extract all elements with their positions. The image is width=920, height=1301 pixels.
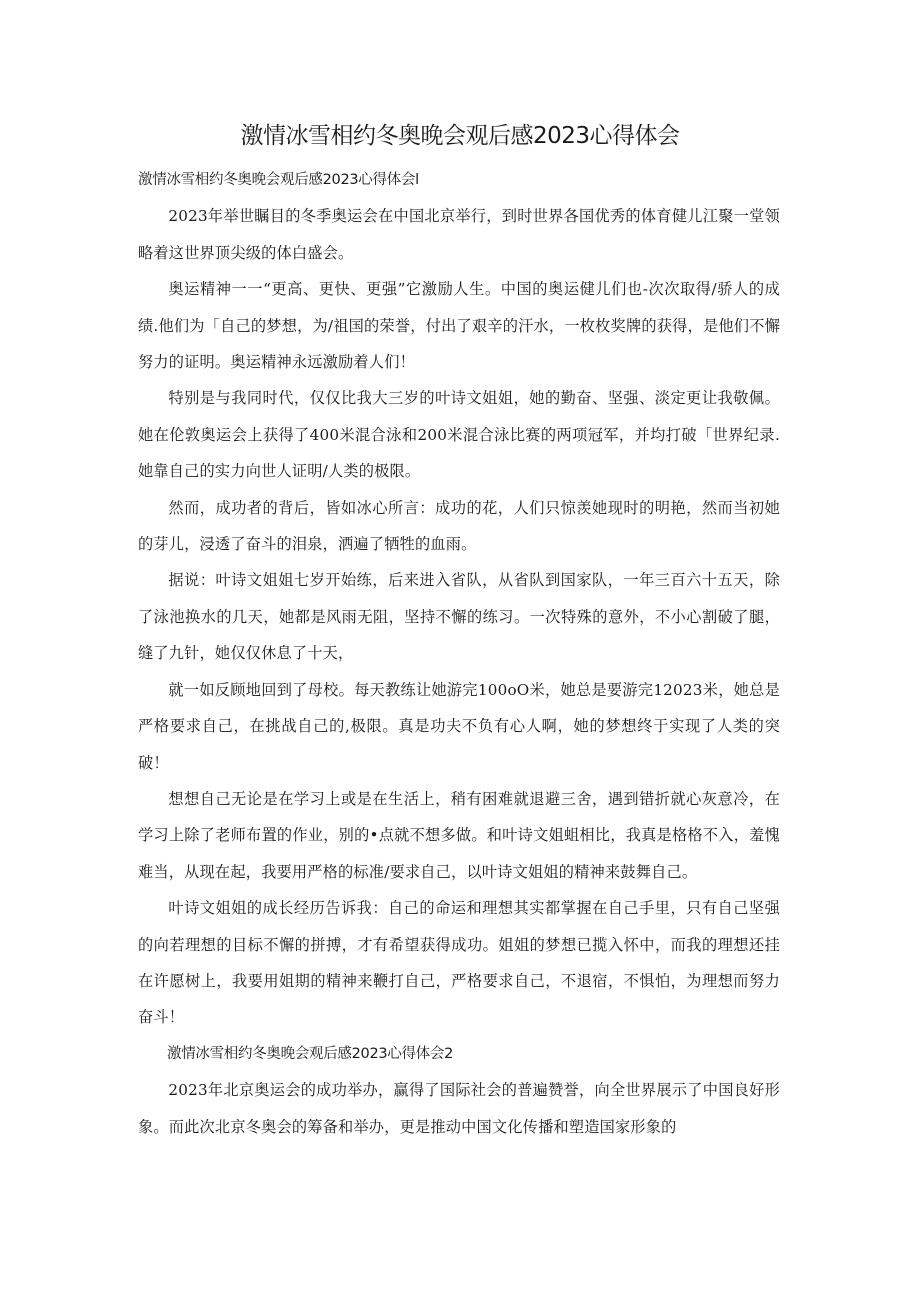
paragraph: 据说：叶诗文姐姐七岁开始练，后来进入省队，从省队到国家队，一年三百六十五天，除了泳池换水的几天，她都是风雨无阻，坚持不懈的练习。一次特殊的意外，不小心割破了腿，缝了九针，她仅仅休息了十天，: [138, 571, 780, 663]
paragraph: 想想自己无论是在学习上或是在生活上，稍有困难就退避三舍，遇到错折就心灰意冷，在学习上除了老师布置的作业，别的•点就不想多做。和叶诗文姐蛆相比，我真是格格不入，羞愧难当，从现在起，我要用严格的标准/要求自己，以叶诗文姐姐的精神来鼓舞自己。: [138, 789, 780, 881]
paragraph: 2023年北京奥运会的成功举办，赢得了国际社会的普遍赞誉，向全世界展示了中国良好形象。而此次北京冬奥会的筹备和举办，更是推动中国文化传播和塑造国家形象的: [138, 1081, 780, 1136]
paragraph: 叶诗文姐姐的成长经历告诉我：自己的命运和理想其实都掌握在自己手里，只有自己坚强的向若理想的目标不懈的拼搏，才有希望获得成功。姐姐的梦想已揽入怀中，而我的理想还挂在许愿树上，我要用姐期的精神来鞭打自己，严格要求自己，不退宿，不惧怕，为理想而努力奋斗！: [138, 899, 780, 1027]
section-heading-1: 激情冰雪相约冬奥晚会观后感2023心得体会l: [138, 172, 419, 188]
section-heading-2: 激情冰雪相约冬奥晚会观后感2023心得体会2: [167, 1045, 454, 1062]
paragraph: 2023年举世瞩目的冬季奥运会在中国北京举行，到时世界各国优秀的体育健儿江聚一堂领略着这世界顶尖级的体白盛会。: [138, 207, 780, 262]
paragraph: 就一如反顾地回到了母校。每天教练让她游完100oO米，她总是要游完12023米，她总是严格要求自己，在挑战自己的,极限。真是功夫不负有心人啊，她的梦想终于实现了人类的突破！: [138, 680, 780, 772]
document-title: 激情冰雪相约冬奥晚会观后感2023心得体会: [240, 123, 680, 149]
paragraph: 特别是与我同时代，仅仅比我大三岁的叶诗文姐姐，她的勤奋、坚强、淡定更让我敬佩。她在伦敦奥运会上获得了400米混合泳和200米混合泳比赛的两项冠军，并均打破「世界纪录.她靠自己的实力向世人证明/人类的极限。: [138, 389, 780, 481]
paragraph: 然而，成功者的背后，皆如冰心所言：成功的花，人们只惊羡她现时的明艳，然而当初她的芽儿，浸透了奋斗的泪泉，洒遍了牺牲的血雨。: [138, 498, 780, 554]
paragraph: 奥运精神一一“更高、更快、更强”它激励人生。中国的奥运健儿们也-次次取得/骄人的成绩.他们为「自己的梦想，为/祖国的荣誉，付出了艰辛的汗水，一枚枚奖牌的获得，是他们不懈努力的证明。奥运精神永远激励着人们！: [138, 280, 780, 372]
document-body: [138, 162, 780, 1145]
